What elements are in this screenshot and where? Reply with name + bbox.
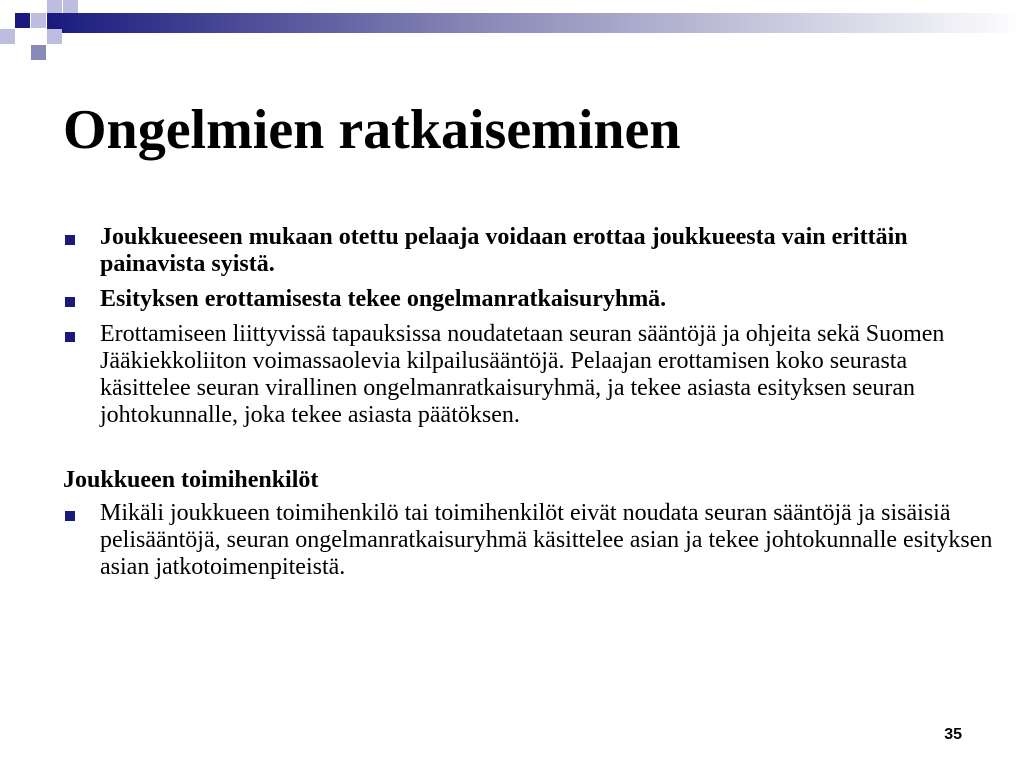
deco-square (47, 0, 62, 13)
deco-square (63, 0, 78, 13)
bullet-item (63, 224, 993, 278)
deco-square (0, 29, 15, 44)
square-bullet-icon (65, 235, 75, 245)
deco-square (31, 45, 46, 60)
bullet-text: Esityksen erottamisesta tekee ongelmanratkaisuryhmä. (100, 286, 667, 312)
bullet-text: Erottamiseen liittyvissä tapauksissa noudatetaan seuran sääntöjä ja ohjeita sekä Suomen Jääkiekkoliiton voimassaolevia kilpailusääntöjä. Pelaajan erottamisen koko seurasta käsittelee seuran virallinen ongelmanratkaisuryhmä, ja tekee asiasta esityksen seuran johtokunnalle, joka tekee asiasta päätöksen. (100, 321, 945, 428)
header-gradient-bar (47, 13, 1024, 33)
square-bullet-icon (65, 511, 75, 521)
bullet-text: Joukkueeseen mukaan otettu pelaaja voidaan erottaa joukkueesta vain erittäin painavista syistä. (100, 224, 908, 277)
bullet-item (63, 500, 993, 581)
square-bullet-icon (65, 297, 75, 307)
bullet-list (63, 224, 993, 429)
section-heading: Joukkueen toimihenkilöt (63, 467, 319, 493)
bullet-item (63, 321, 993, 429)
section-bullet-list (63, 500, 993, 581)
page-number: 35 (944, 726, 962, 743)
bullet-item (63, 286, 993, 313)
slide-title: Ongelmien ratkaiseminen (63, 99, 681, 161)
header-decoration (0, 0, 1024, 64)
slide-content (63, 224, 993, 589)
deco-square (31, 13, 46, 28)
square-bullet-icon (65, 332, 75, 342)
bullet-text: Mikäli joukkueen toimihenkilö tai toimihenkilöt eivät noudata seuran sääntöjä ja sisäisiä pelisääntöjä, seuran ongelmanratkaisuryhmä käsittelee asian ja tekee johtokunnalle esityksen asian jatkotoimenpiteistä. (100, 500, 993, 580)
deco-square (15, 13, 30, 28)
deco-square (47, 29, 62, 44)
